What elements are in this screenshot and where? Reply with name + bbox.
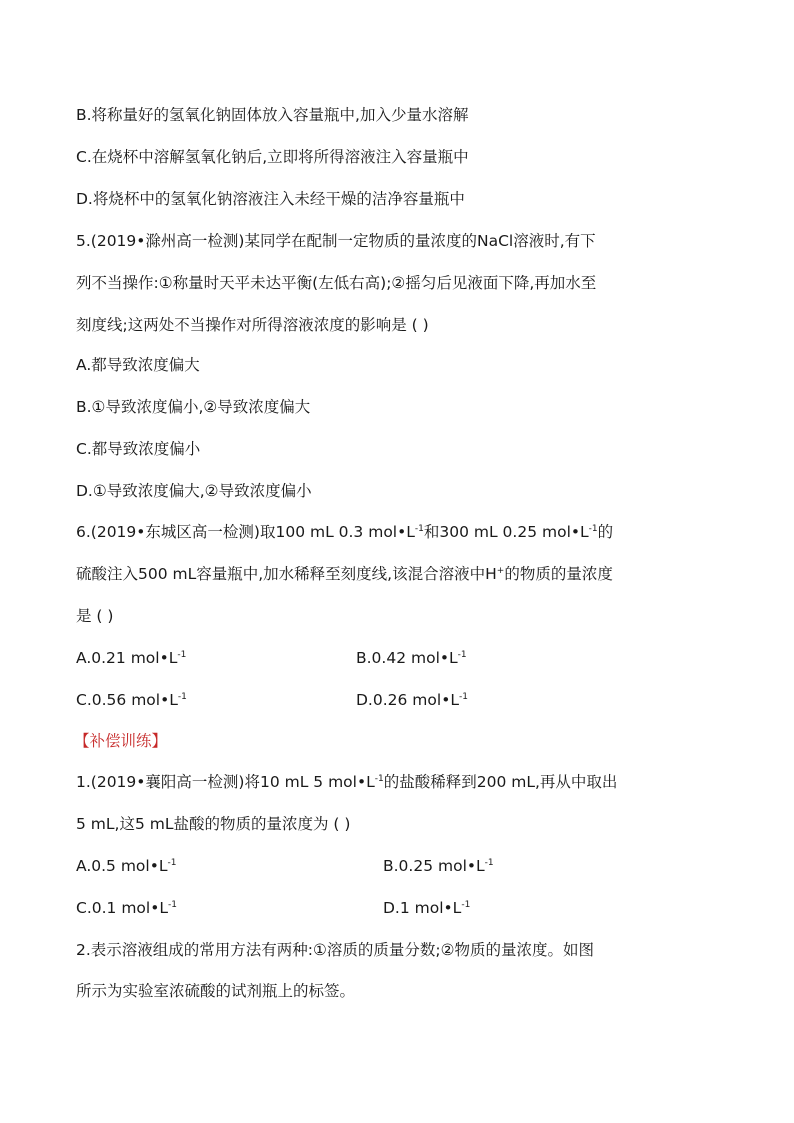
q6-option-d: D.0.26 $mol•L^{-1}$	[356, 691, 468, 709]
b1-option-b: B.0.25 $mol•L^{-1}$	[383, 857, 494, 875]
q6-option-a: A.0.21 $mol•L^{-1}$	[76, 649, 187, 667]
q5-option-c: C.都导致浓度偏小	[76, 440, 201, 458]
section-heading: 【补偿训练】	[74, 732, 168, 750]
q5-option-a: A.都导致浓度偏大	[76, 356, 200, 374]
option-b-q4: B.将称量好的氢氧化钠固体放入容量瓶中,加入少量水溶解	[76, 106, 469, 124]
b1-option-a: A.0.5 $mol•L^{-1}$	[76, 857, 177, 875]
q5-stem-line-3: 刻度线;这两处不当操作对所得溶液浓度的影响是 ( )	[76, 316, 429, 334]
b1-option-d: D.1 $mol•L^{-1}$	[383, 899, 471, 917]
q5-option-d: D.①导致浓度偏大,②导致浓度偏小	[76, 482, 312, 500]
q6-stem-line-1: 6.(2019•东城区高一检测)取100 mL 0.3 $mol•L^{-1}$和300 mL 0.25 $mol•L^{-1}$的	[76, 523, 614, 541]
b2-stem-line-1: 2.表示溶液组成的常用方法有两种:①溶质的质量分数;②物质的量浓度。如图	[76, 941, 595, 959]
q5-stem-line-1: 5.(2019•滁州高一检测)某同学在配制一定物质的量浓度的NaCl溶液时,有下	[76, 232, 596, 250]
q5-option-b: B.①导致浓度偏小,②导致浓度偏大	[76, 398, 311, 416]
q5-stem-line-2: 列不当操作:①称量时天平未达平衡(左低右高);②摇匀后见液面下降,再加水至	[76, 274, 597, 292]
q6-stem-line-2: 硫酸注入500 mL容量瓶中,加水稀释至刻度线,该混合溶液中H+的物质的量浓度	[76, 565, 613, 583]
b1-stem-line-1: 1.(2019•襄阳高一检测)将10 mL 5 $mol•L^{-1}$的盐酸稀释到200 mL,再从中取出	[76, 773, 618, 791]
b2-stem-line-2: 所示为实验室浓硫酸的试剂瓶上的标签。	[76, 982, 356, 1000]
b1-stem-line-2: 5 mL,这5 mL盐酸的物质的量浓度为 ( )	[76, 815, 351, 833]
b1-option-c: C.0.1 $mol•L^{-1}$	[76, 899, 177, 917]
option-c-q4: C.在烧杯中溶解氢氧化钠后,立即将所得溶液注入容量瓶中	[76, 148, 469, 166]
q6-option-b: B.0.42 $mol•L^{-1}$	[356, 649, 467, 667]
q6-stem-line-3: 是 ( )	[76, 607, 114, 625]
option-d-q4: D.将烧杯中的氢氧化钠溶液注入未经干燥的洁净容量瓶中	[76, 190, 465, 208]
q6-option-c: C.0.56 $mol•L^{-1}$	[76, 691, 187, 709]
